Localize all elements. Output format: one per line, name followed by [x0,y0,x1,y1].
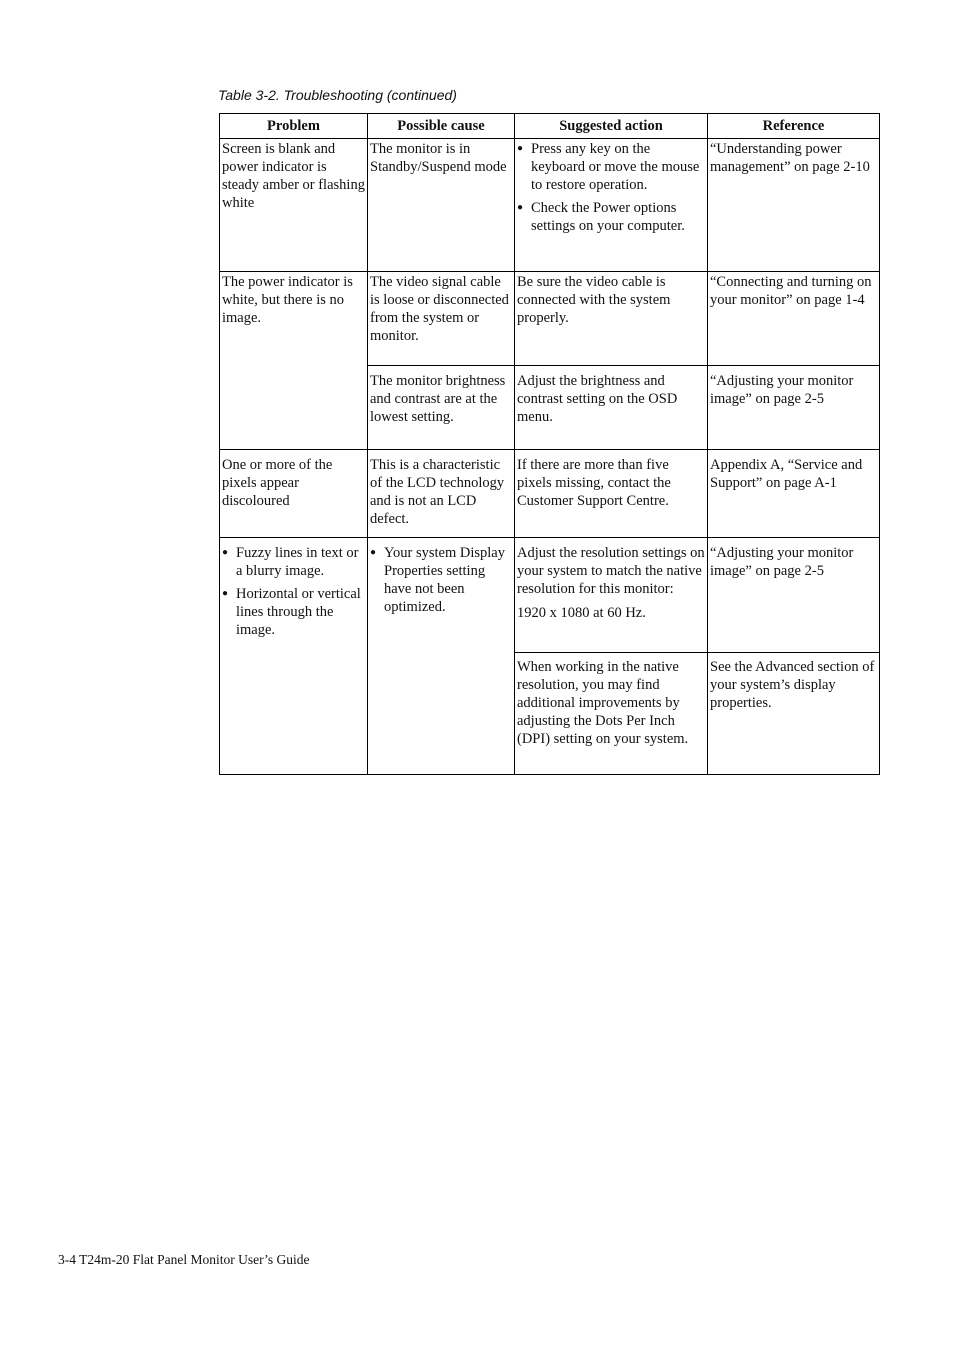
action-cell: Adjust the brightness and contrast setting on the OSD menu. [515,366,708,450]
bullet-item: ● Horizontal or vertical lines through the image. [222,585,365,639]
cause-cell: The monitor brightness and contrast are at the lowest setting. [368,366,515,450]
problem-bullet-list [222,544,365,639]
page-footer: 3-4 T24m-20 Flat Panel Monitor User’s Guide [58,1252,310,1267]
action-cell: If there are more than five pixels missing, contact the Customer Support Centre. [515,450,708,538]
problem-cell: The power indicator is white, but there is no image. [220,272,368,450]
header-problem: Problem [220,114,368,139]
action-cell: When working in the native resolution, you may find additional improvements by adjusting the Dots Per Inch (DPI) setting on your system. [515,653,708,775]
table-row [220,139,880,272]
problem-cell [220,538,368,775]
cause-cell: The monitor is in Standby/Suspend mode [368,139,515,272]
header-reference: Reference [708,114,880,139]
reference-cell: Appendix A, “Service and Support” on page A-1 [708,450,880,538]
action-bullet-list [517,140,705,235]
cause-cell: The video signal cable is loose or disconnected from the system or monitor. [368,272,515,366]
reference-cell: See the Advanced section of your system’s display properties. [708,653,880,775]
reference-cell: “Adjusting your monitor image” on page 2-5 [708,366,880,450]
table-row [220,538,880,653]
table-row [220,450,880,538]
problem-cell: One or more of the pixels appear discoloured [220,450,368,538]
action-cell: Be sure the video cable is connected with the system properly. [515,272,708,366]
cause-cell: This is a characteristic of the LCD technology and is not an LCD defect. [368,450,515,538]
troubleshooting-table [219,113,880,775]
bullet-item: ● Fuzzy lines in text or a blurry image. [222,544,365,580]
header-possible-cause: Possible cause [368,114,515,139]
reference-cell: “Connecting and turning on your monitor” on page 1-4 [708,272,880,366]
table-caption: Table 3-2. Troubleshooting (continued) [218,87,457,103]
bullet-item: ● Check the Power options settings on your computer. [517,199,705,235]
table-header-row [220,114,880,139]
action-paragraph: 1920 x 1080 at 60 Hz. [517,605,646,621]
problem-cell: Screen is blank and power indicator is steady amber or flashing white [220,139,368,272]
cause-bullet-list [370,544,512,616]
action-paragraph: Adjust the resolution settings on your system to match the native resolution for this monitor: [517,545,705,597]
table-row [220,272,880,366]
bullet-item: ● Press any key on the keyboard or move the mouse to restore operation. [517,140,705,194]
reference-cell: “Understanding power management” on page 2-10 [708,139,880,272]
bullet-item: ● Your system Display Properties setting have not been optimized. [370,544,512,616]
action-cell [515,538,708,653]
action-cell [515,139,708,272]
reference-cell: “Adjusting your monitor image” on page 2-5 [708,538,880,653]
header-suggested-action: Suggested action [515,114,708,139]
cause-cell [368,538,515,775]
